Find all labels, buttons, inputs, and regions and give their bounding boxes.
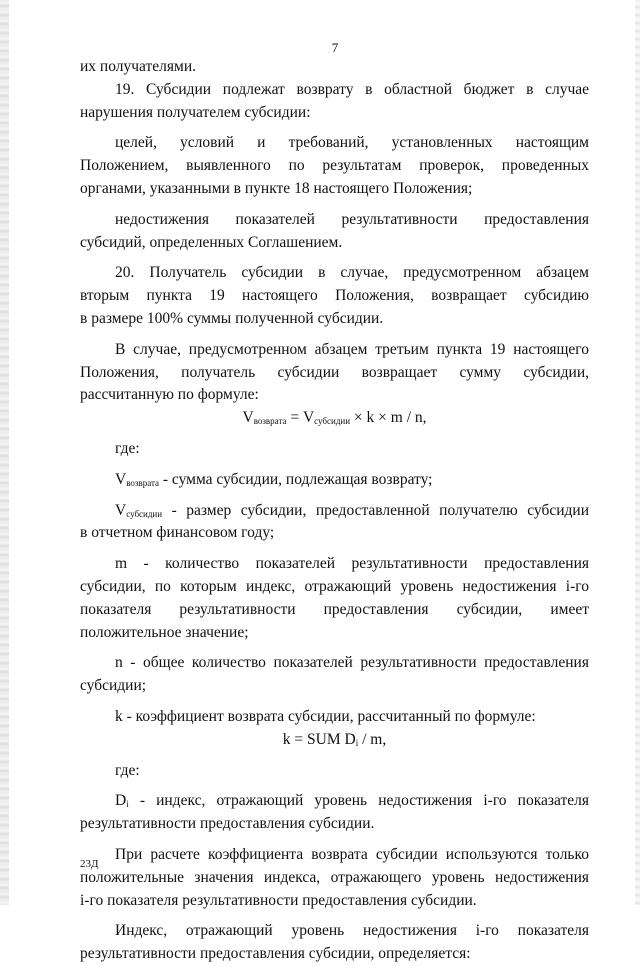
calculation-note-line: i-го показателя результативности предоставления субсидии. — [80, 891, 477, 909]
text-line: их получателями. — [80, 58, 197, 75]
index-definition-line: результативности предоставления субсидии, определяется: — [80, 945, 471, 963]
index-definition-line: Индекс, отражающий уровень недостижения i-го показателя — [115, 922, 589, 940]
document-body — [80, 56, 589, 966]
where-label: где: — [115, 439, 140, 457]
formula-k: k = SUM $D_i$ / m, — [282, 730, 387, 748]
calculation-note-line: При расчете коэффициента возврата субсидии используются только — [115, 845, 589, 863]
definition-line: субсидии; — [80, 677, 147, 695]
footer-code: 23Д — [80, 858, 99, 870]
calculation-note-line: положительные значения индекса, отражающего уровень недостижения — [80, 868, 589, 886]
paragraph-20-line: в размере 100% суммы полученной субсидии. — [80, 309, 384, 327]
condition-line: недостижения показателей результативности предоставления — [115, 210, 589, 228]
paragraph-19-line: 19. Субсидии подлежат возврату в областной бюджет в случае — [115, 80, 589, 98]
definition-m: m - количество показателей результативности предоставления — [115, 555, 589, 573]
case-line: рассчитанную по формуле: — [80, 386, 259, 404]
condition-line: субсидий, определенных Соглашением. — [80, 233, 343, 251]
definition-line: положительное значение; — [80, 623, 249, 641]
condition-line: Положением, выявленного по результатам проверок, проведенных — [80, 157, 589, 175]
paragraph-20-line: 20. Получатель субсидии в случае, предусмотренном абзацем — [115, 264, 589, 282]
scan-edge-left — [0, 0, 9, 905]
definition-line: результативности предоставления субсидии. — [80, 815, 375, 833]
definition-v-return: $V_{возврата}$ - сумма субсидии, подлежащая возврату; — [115, 470, 433, 488]
case-line: Положения, получатель субсидии возвращает сумму субсидии, — [80, 363, 589, 381]
page-number: 7 — [331, 40, 339, 55]
condition-line: целей, условий и требований, установленных настоящим — [115, 134, 589, 152]
definition-line: субсидии, по которым индекс, отражающий уровень недостижения i-го — [80, 577, 589, 595]
definition-line: показателя результативности предоставления субсидии, имеет — [80, 600, 589, 618]
case-line: В случае, предусмотренном абзацем третьим пункта 19 настоящего — [115, 340, 589, 358]
paragraph-19-line: нарушения получателем субсидии: — [80, 103, 311, 121]
condition-line: органами, указанными в пункте 18 настоящего Положения; — [80, 179, 473, 197]
formula-v-return: $V_{возврата} = V_{субсидии} \times k \times m / n$, — [242, 409, 427, 427]
paragraph-20-line: вторым пункта 19 настоящего Положения, возвращает субсидию — [80, 287, 589, 305]
definition-v-subsidy: $V_{субсидии}$ - размер субсидии, предоставленной получателю субсидии — [115, 501, 589, 519]
definition-n: n - общее количество показателей результативности предоставления — [115, 654, 589, 672]
definition-d: $D_i$ - индекс, отражающий уровень недостижения i-го показателя — [115, 792, 589, 810]
definition-line: в отчетном финансовом году; — [80, 524, 275, 542]
scan-edge-right — [635, 0, 640, 905]
definition-k: k - коэффициент возврата субсидии, рассчитанный по формуле: — [115, 707, 536, 725]
where-label: где: — [115, 761, 140, 779]
